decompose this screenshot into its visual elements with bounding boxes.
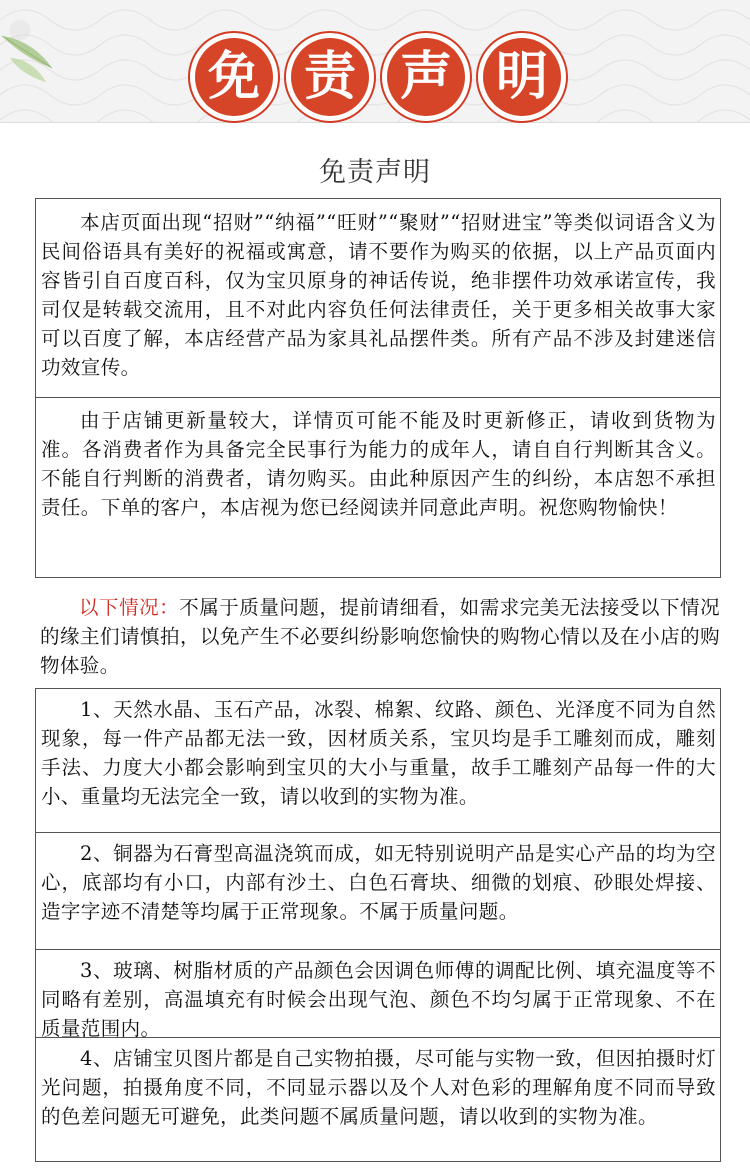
title-char: 声: [387, 38, 465, 116]
title-circle: [188, 31, 280, 123]
title-banner: [188, 31, 564, 123]
condition-item: [36, 949, 720, 1040]
title-circle: [476, 31, 568, 123]
condition-item: [36, 1037, 720, 1161]
page-subtitle: 免责声明: [319, 157, 431, 188]
condition-item: [36, 689, 720, 832]
title-circle: [380, 31, 472, 123]
paragraph-text: 由于店铺更新量较大，详情页可能不能及时更新修正，请收到货物为准。各消费者作为具备完全民事行为能力的成年人，请自自行判断其含义。不能自行判断的消费者，请勿购买。由此种原因产生的纠纷，本店恕不承担责任。下单的客户，本店视为您已经阅读并同意此声明。祝您购物愉快！: [41, 409, 716, 519]
title-char: 明: [483, 38, 561, 116]
notice-text: [40, 593, 720, 680]
condition-text: 3、玻璃、树脂材质的产品颜色会因调色师傅的调配比例、填充温度等不同略有差别，高温填充有时候会出现气泡、颜色不均匀属于正常现象、不在质量范围内。: [41, 959, 716, 1040]
bamboo-leaf-icon: [0, 28, 70, 88]
paragraph-text: 本店页面出现“招财”“纳福”“旺财”“聚财”“招财进宝”等类似词语含义为民间俗语具有美好的祝福或寓意，请不要作为购买的依据，以上产品页面内容皆引自百度百科，仅为宝贝原身的神话传说，绝非摆件功效承诺宣传，我司仅是转载交流用，且不对此内容负任何法律责任，关于更多相关故事大家可以百度了解，本店经营产品为家具礼品摆件类。所有产品不涉及封建迷信功效宣传。: [41, 211, 716, 379]
disclaimer-paragraph: [36, 199, 720, 397]
title-char: 免: [195, 38, 273, 116]
notice-label: 以下情况：: [79, 596, 180, 619]
condition-text: 1、天然水晶、玉石产品，冰裂、棉絮、纹路、颜色、光泽度不同为自然现象，每一件产品都无法一致，因材质关系，宝贝均是手工雕刻而成，雕刻手法、力度大小都会影响到宝贝的大小与重量，故手工雕刻产品每一件的大小、重量均无法完全一致，请以收到的实物为准。: [41, 698, 716, 808]
condition-text: 2、铜器为石膏型高温浇筑而成，如无特别说明产品是实心产品的均为空心，底部均有小口，内部有沙土、白色石膏块、细微的划痕、砂眼处焊接、造字字迹不清楚等均属于正常现象。不属于质量问题。: [41, 842, 716, 923]
title-char: 责: [291, 38, 369, 116]
condition-text: 4、店铺宝贝图片都是自己实物拍摄，尽可能与实物一致，但因拍摄时灯光问题，拍摄角度不同，不同显示器以及个人对色彩的理解角度不同而导致的色差问题无可避免，此类问题不属质量问题，请以收到的实物为准。: [41, 1047, 716, 1128]
notice-body: 不属于质量问题，提前请细看，如需求完美无法接受以下情况的缘主们请慎拍，以免产生不必要纠纷影响您愉快的购物心情以及在小店的购物体验。: [40, 596, 720, 677]
conditions-box: [35, 688, 721, 1162]
disclaimer-paragraph: [36, 397, 720, 577]
title-circle: [284, 31, 376, 123]
condition-item: [36, 832, 720, 949]
disclaimer-box: [35, 198, 721, 578]
